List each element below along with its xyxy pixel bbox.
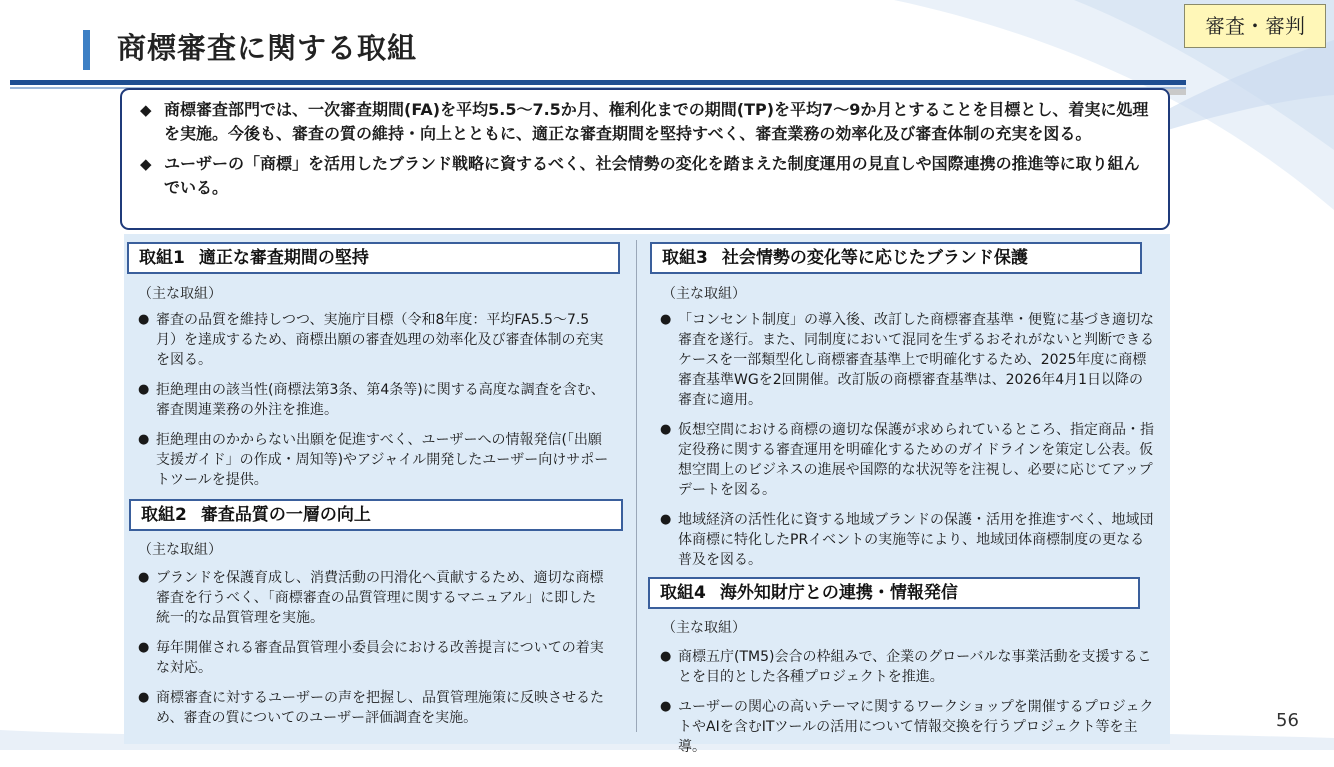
summary-item [140,152,1154,200]
diamond-bullet-icon: ◆ [140,101,152,119]
list-item: ● 毎年開催される審査品質管理小委員会における改善提言についての着実な対応。 [138,640,604,676]
list-item: ● 拒絶理由の該当性(商標法第3条、第4条等)に関する高度な調査を含む、審査関連業務の外注を推進。 [138,382,605,418]
section-title: 審査品質の一層の向上 [200,505,371,525]
list-item: ● 審査の品質を維持しつつ、実施庁目標（令和8年度：平均FA5.5～7.5月）を達成するため、商標出願の審査処理の効率化及び審査体制の充実を図る。 [138,312,604,368]
section-number: 取組4 [660,583,706,603]
list-item: ● 拒絶理由のかからない出願を促進すべく、ユーザーへの情報発信(「出願支援ガイド」の作成・周知等)やアジャイル開発したユーザー向けサポートツールを提供。 [138,432,609,488]
summary-item [140,98,1154,146]
section-heading-3 [650,242,1142,274]
list-item: ● 商標審査に対するユーザーの声を把握し、品質管理施策に反映させるため、審査の質についてのユーザー評価調査を実施。 [138,690,604,726]
summary-text: ユーザーの「商標」を活用したブランド戦略に資するべく、社会情勢の変化を踏まえた制度運用の見直しや国際連携の推進等に取り組んでいる。 [164,154,1140,197]
summary-box [120,88,1170,230]
header-rule [10,80,1186,85]
bullet-dot-icon: ● [138,382,150,397]
section-sub-label: （主な取組） [138,286,222,302]
section-sub-label: （主な取組） [138,542,222,558]
page-number: 56 [1276,710,1299,731]
list-item: ● ブランドを保護育成し、消費活動の円滑化へ貢献するため、適切な商標審査を行うべく、「商標審査の品質管理に関するマニュアル」に即した統一的な品質管理を実施。 [138,570,604,626]
bullet-dot-icon: ● [138,640,150,655]
section-title: 適正な審査期間の堅持 [198,248,369,268]
bullet-dot-icon: ● [660,699,672,714]
bullet-dot-icon: ● [138,432,150,447]
bullet-dot-icon: ● [660,422,672,437]
section-number: 取組1 [139,248,185,268]
bullet-dot-icon: ● [660,649,672,664]
list-item: ● 地域経済の活性化に資する地域ブランドの保護・活用を推進すべく、地域団体商標に特化したPRイベントの実施等により、地域団体商標制度の更なる普及を図る。 [660,512,1154,568]
summary-text: 商標審査部門では、一次審査期間(FA)を平均5.5～7.5か月、権利化までの期間(TP)を平均7～9か月とすることを目標とし、着実に処理を実施。今後も、審査の質の維持・向上とともに、適正な審査期間を堅持すべく、審査業務の効率化及び審査体制の充実を図る。 [164,100,1149,143]
section-number: 取組2 [141,505,187,525]
section-1-list [138,310,610,500]
bullet-dot-icon: ● [660,312,672,327]
list-item: ● 「コンセント制度」の導入後、改訂した商標審査基準・便覧に基づき適切な審査を遂行。また、同制度において混同を生ずるおそれがないと判断できるケースを一部類型化し商標審査基準上で明確化するため、2025年度に商標審査基準WGを2回開催。改訂版の商標審査基準は、2026年4月1日以降の審査に適用。 [660,312,1154,408]
section-heading-1 [127,242,620,274]
section-sub-label: （主な取組） [662,286,746,302]
section-number: 取組3 [662,248,708,268]
section-2-list [138,568,610,738]
column-divider [636,240,637,732]
bullet-dot-icon: ● [138,312,150,327]
section-title: 海外知財庁との連携・情報発信 [719,583,958,603]
list-item: ● 商標五庁(TM5)会合の枠組みで、企業のグローバルな事業活動を支援することを目的とした各種プロジェクトを推進。 [660,649,1152,685]
section-title: 社会情勢の変化等に応じたブランド保護 [721,248,1028,268]
section-3-list [660,310,1156,580]
section-heading-4 [648,577,1140,609]
bullet-dot-icon: ● [138,570,150,585]
section-4-list [660,647,1156,767]
category-badge: 審査・審判 [1184,4,1326,48]
bullet-dot-icon: ● [138,690,150,705]
section-heading-2 [129,499,623,531]
section-sub-label: （主な取組） [662,620,746,636]
list-item: ● ユーザーの関心の高いテーマに関するワークショップを開催するプロジェクトやAIを含むITツールの活用について情報交換を行うプロジェクト等を主導。 [660,699,1154,755]
diamond-bullet-icon: ◆ [140,155,152,173]
list-item: ● 仮想空間における商標の適切な保護が求められているところ、指定商品・指定役務に関する審査運用を明確化するためのガイドラインを策定し公表。仮想空間上のビジネスの進展や国際的な状況等を注視し、必要に応じてアップデートを図る。 [660,422,1154,498]
bullet-dot-icon: ● [660,512,672,527]
title-accent-bar [83,30,90,70]
page-title: 商標審査に関する取組 [117,31,418,65]
